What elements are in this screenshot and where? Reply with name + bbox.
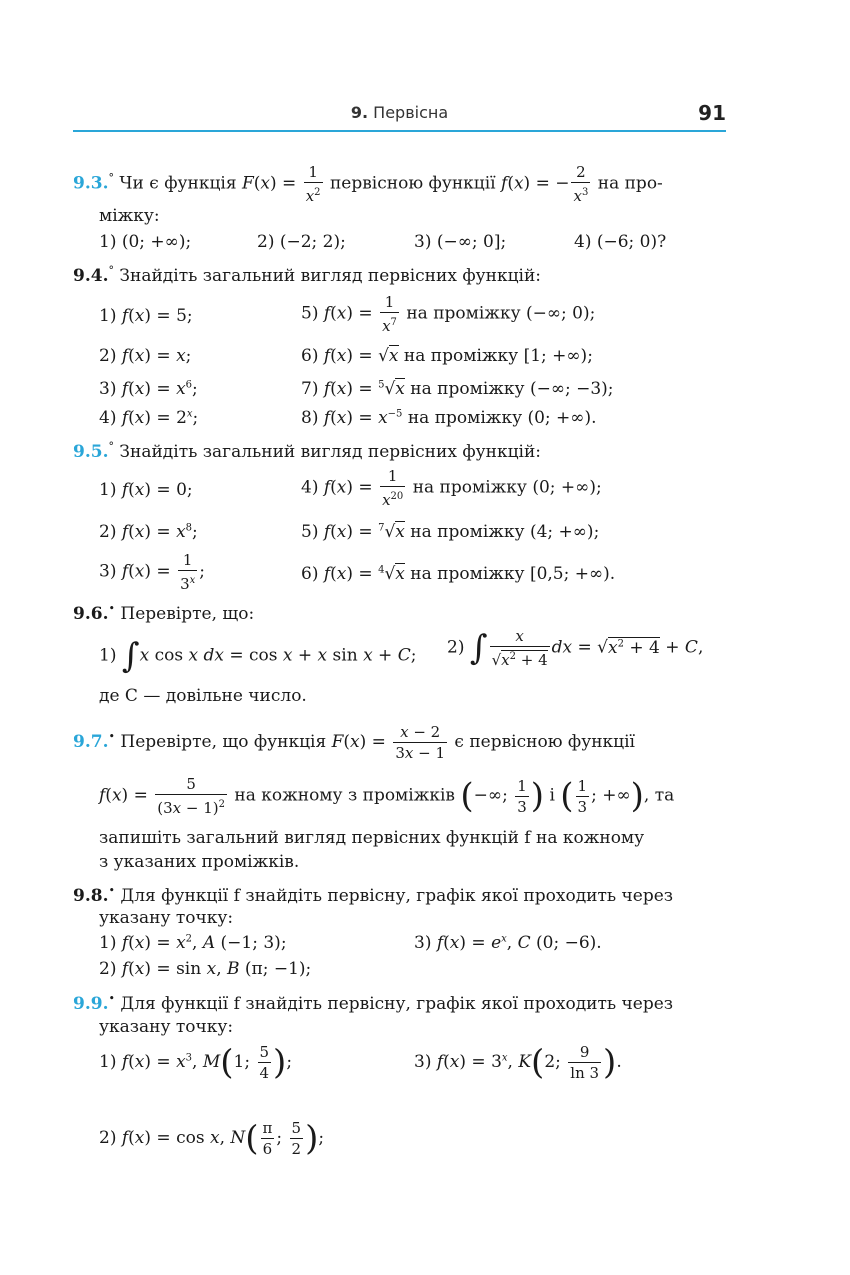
exercise-9-3-cont: міжку: xyxy=(99,206,160,226)
exercise-9-8-items-b: 2) f(x) = sin x, B (π; −1); xyxy=(99,959,312,979)
exercise-9-3: 9.3.° Чи є функція F(x) = $\frac{1}{x^2}$ первісною функції f(x) = − $\frac{2}{x^3}$ на про- xyxy=(73,163,663,205)
exercise-9-7: 9.7.• Перевірте, що функція F(x) = $\frac{x - 2}{3x - 1}$ є первісною функції xyxy=(73,723,635,762)
exercise-9-9-line2: указану точку: xyxy=(99,1017,234,1037)
exercise-9-9: 9.9.• Для функції f знайдіть первісну, графік якої проходить через xyxy=(73,992,674,1014)
section-title: 9. Первісна xyxy=(350,103,449,122)
exercise-9-7-line4: з указаних проміжків. xyxy=(99,852,300,872)
exercise-9-8: 9.8.• Для функції f знайдіть первісну, графік якої проходить через xyxy=(73,884,674,906)
exercise-9-9-items-b: 2) f(x) = cos x, N( $\frac{\pi}{6}$ ; $\frac{5}{2}$ ); xyxy=(99,1118,325,1159)
page-header xyxy=(73,100,726,132)
exercise-9-7-line3: запишіть загальний вигляд первісних функцій f на кожному xyxy=(99,828,645,848)
exercise-9-8-line2: указану точку: xyxy=(99,908,234,928)
exercise-9-6-note: де C — довільне число. xyxy=(99,686,307,706)
exercise-9-7-line2: f(x) = $\frac{5}{(3x - 1)^2}$ на кожному з проміжків (−∞; $\frac{1}{3}$ ) і ( $\frac{1}{3}$ ; +∞), та xyxy=(99,775,675,817)
exercise-9-5: 9.5.° Знайдіть загальний вигляд первісних функцій: xyxy=(73,440,542,462)
exercise-9-6: 9.6.• Перевірте, що: xyxy=(73,602,255,624)
page-number: 91 xyxy=(698,101,726,125)
exercise-9-4: 9.4.° Знайдіть загальний вигляд первісних функцій: xyxy=(73,264,542,286)
